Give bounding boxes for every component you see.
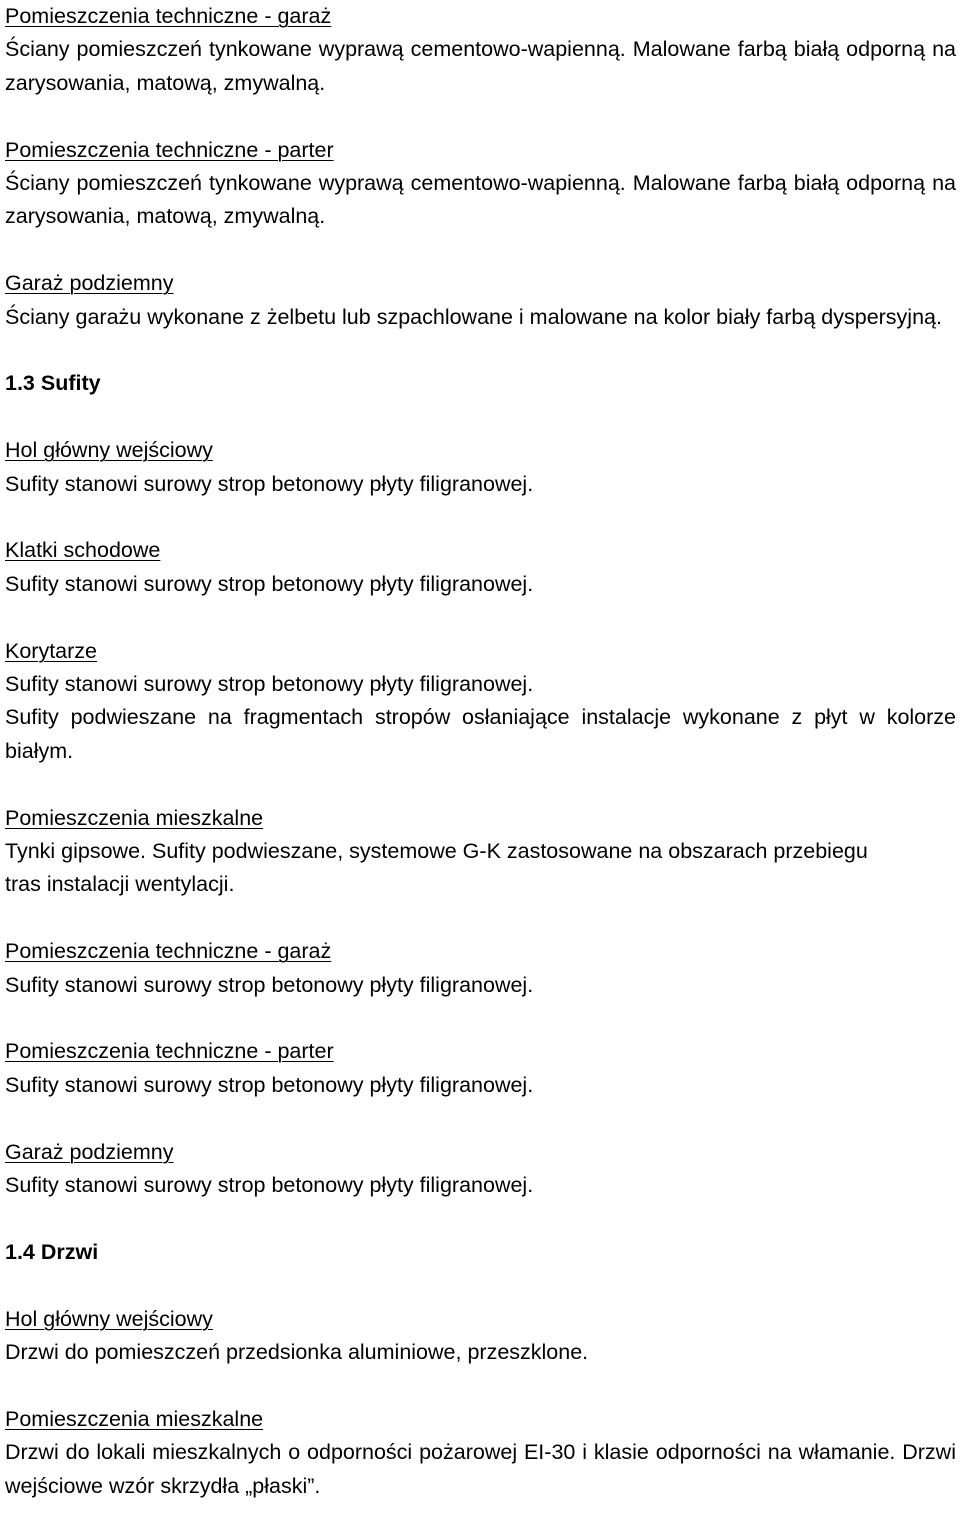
subheading: Korytarze — [5, 638, 98, 663]
paragraph: Ściany garażu wykonane z żelbetu lub szpachlowane i malowane na kolor biały farbą dyspersyjną. — [5, 304, 942, 329]
block-underground-garage-ceiling — [5, 1136, 956, 1203]
section-title: 1.4 Drzwi — [5, 1239, 99, 1264]
block-main-hall-doors — [5, 1303, 956, 1370]
subheading: Hol główny wejściowy — [5, 438, 213, 463]
subheading: Pomieszczenia techniczne - garaż — [5, 939, 332, 964]
paragraph: Tynki gipsowe. Sufity podwieszane, systemowe G-K zastosowane na obszarach przebiegu tras instalacji wentylacji. — [5, 839, 868, 897]
paragraph: Sufity podwieszane na fragmentach stropów osłaniające instalacje wykonane z płyt w kolorze białym. — [5, 705, 956, 763]
paragraph: Sufity stanowi surowy strop betonowy płyty filigranowej. — [5, 1072, 534, 1097]
paragraph: Sufity stanowi surowy strop betonowy płyty filigranowej. — [5, 1173, 534, 1198]
paragraph: Drzwi do lokali mieszkalnych o odporności pożarowej EI-30 i klasie odporności na włamanie. Drzwi wejściowe wzór skrzydła „płaski”. — [5, 1440, 956, 1498]
block-ground-technical-ceiling — [5, 1035, 956, 1102]
subheading: Pomieszczenia mieszkalne — [5, 805, 264, 830]
block-staircase-ceiling — [5, 534, 956, 601]
subheading: Pomieszczenia techniczne - parter — [5, 1039, 334, 1064]
block-garage-technical-ceiling — [5, 935, 956, 1002]
subheading: Garaż podziemny — [5, 271, 174, 296]
block-ground-technical-walls — [5, 134, 956, 234]
block-underground-garage-walls — [5, 267, 956, 334]
subheading: Garaż podziemny — [5, 1139, 174, 1164]
paragraph: Ściany pomieszczeń tynkowane wyprawą cementowo-wapienną. Malowane farbą białą odporną na zarysowania, matową, zmywalną. — [5, 37, 956, 95]
paragraph: Drzwi do pomieszczeń przedsionka aluminiowe, przeszklone. — [5, 1340, 589, 1365]
subheading: Hol główny wejściowy — [5, 1306, 213, 1331]
subheading: Klatki schodowe — [5, 538, 161, 563]
section-title: 1.3 Sufity — [5, 371, 101, 396]
block-residential-ceiling — [5, 802, 956, 902]
paragraph: Ściany pomieszczeń tynkowane wyprawą cementowo-wapienną. Malowane farbą białą odporną na zarysowania, matową, zmywalną. — [5, 171, 956, 229]
section-ceilings — [5, 367, 956, 400]
section-doors — [5, 1236, 956, 1269]
paragraph: Sufity stanowi surowy strop betonowy płyty filigranowej. — [5, 672, 534, 697]
block-corridor-ceiling — [5, 635, 956, 769]
block-residential-doors — [5, 1403, 956, 1503]
document-body — [5, 0, 956, 1503]
paragraph: Sufity stanowi surowy strop betonowy płyty filigranowej. — [5, 972, 534, 997]
subheading: Pomieszczenia techniczne - garaż — [5, 4, 332, 28]
block-main-hall-ceiling — [5, 434, 956, 501]
subheading: Pomieszczenia techniczne - parter — [5, 137, 334, 162]
paragraph: Sufity stanowi surowy strop betonowy płyty filigranowej. — [5, 571, 534, 596]
block-garage-technical-walls — [5, 0, 956, 100]
paragraph: Sufity stanowi surowy strop betonowy płyty filigranowej. — [5, 471, 534, 496]
subheading: Pomieszczenia mieszkalne — [5, 1406, 264, 1431]
